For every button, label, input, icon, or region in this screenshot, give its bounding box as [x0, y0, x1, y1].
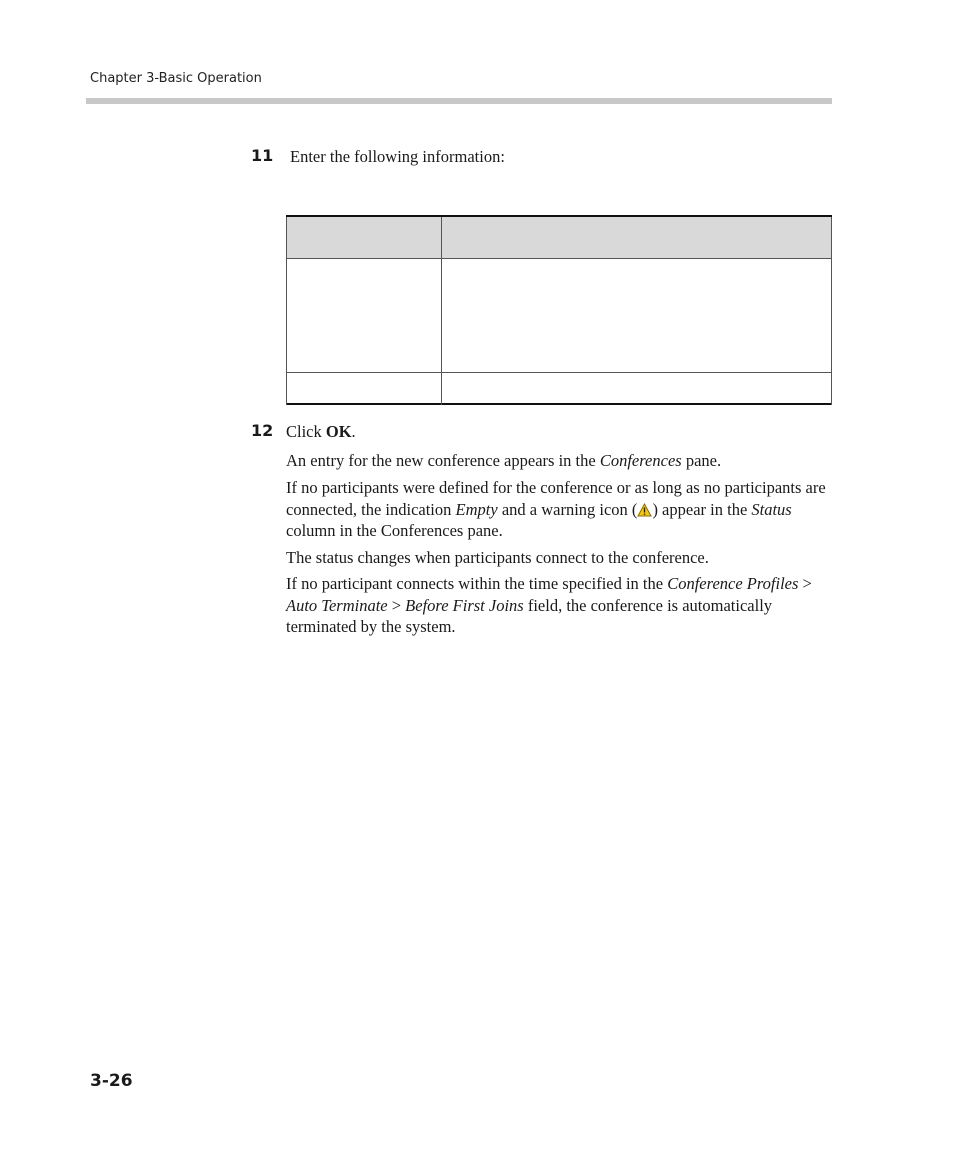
page-number: 3-26 — [90, 1071, 133, 1091]
step-number-12: 12 — [251, 421, 274, 440]
header-rule — [86, 98, 832, 104]
step-number-11: 11 — [251, 146, 274, 165]
chapter-header: Chapter 3-Basic Operation — [90, 71, 262, 86]
paragraph-auto-terminate: If no participant connects within the time specified in the Conference Profiles > Auto Terminate > Before First Joins field, the conference is automatically terminated by the system. — [286, 574, 812, 636]
table-border — [286, 217, 287, 405]
info-table — [286, 215, 832, 405]
table-border — [831, 217, 832, 405]
paragraph-empty-status: If no participants were defined for the conference or as long as no participants are connected, the indication Empty and a warning icon ( ) appear in the Status column in the Conferences pane. — [286, 478, 826, 540]
warning-icon — [637, 501, 652, 515]
table-column-divider — [441, 217, 442, 405]
paragraph-status-changes: The status changes when participants connect to the conference. — [286, 548, 709, 567]
step-11-text: Enter the following information: — [290, 147, 505, 166]
step-12-text: Click OK. — [286, 422, 356, 441]
table-row — [286, 258, 832, 373]
paragraph-conference-entry: An entry for the new conference appears in the Conferences pane. — [286, 451, 722, 470]
ok-label: OK — [325, 422, 352, 441]
table-header-row — [286, 217, 832, 259]
table-row — [286, 373, 832, 405]
